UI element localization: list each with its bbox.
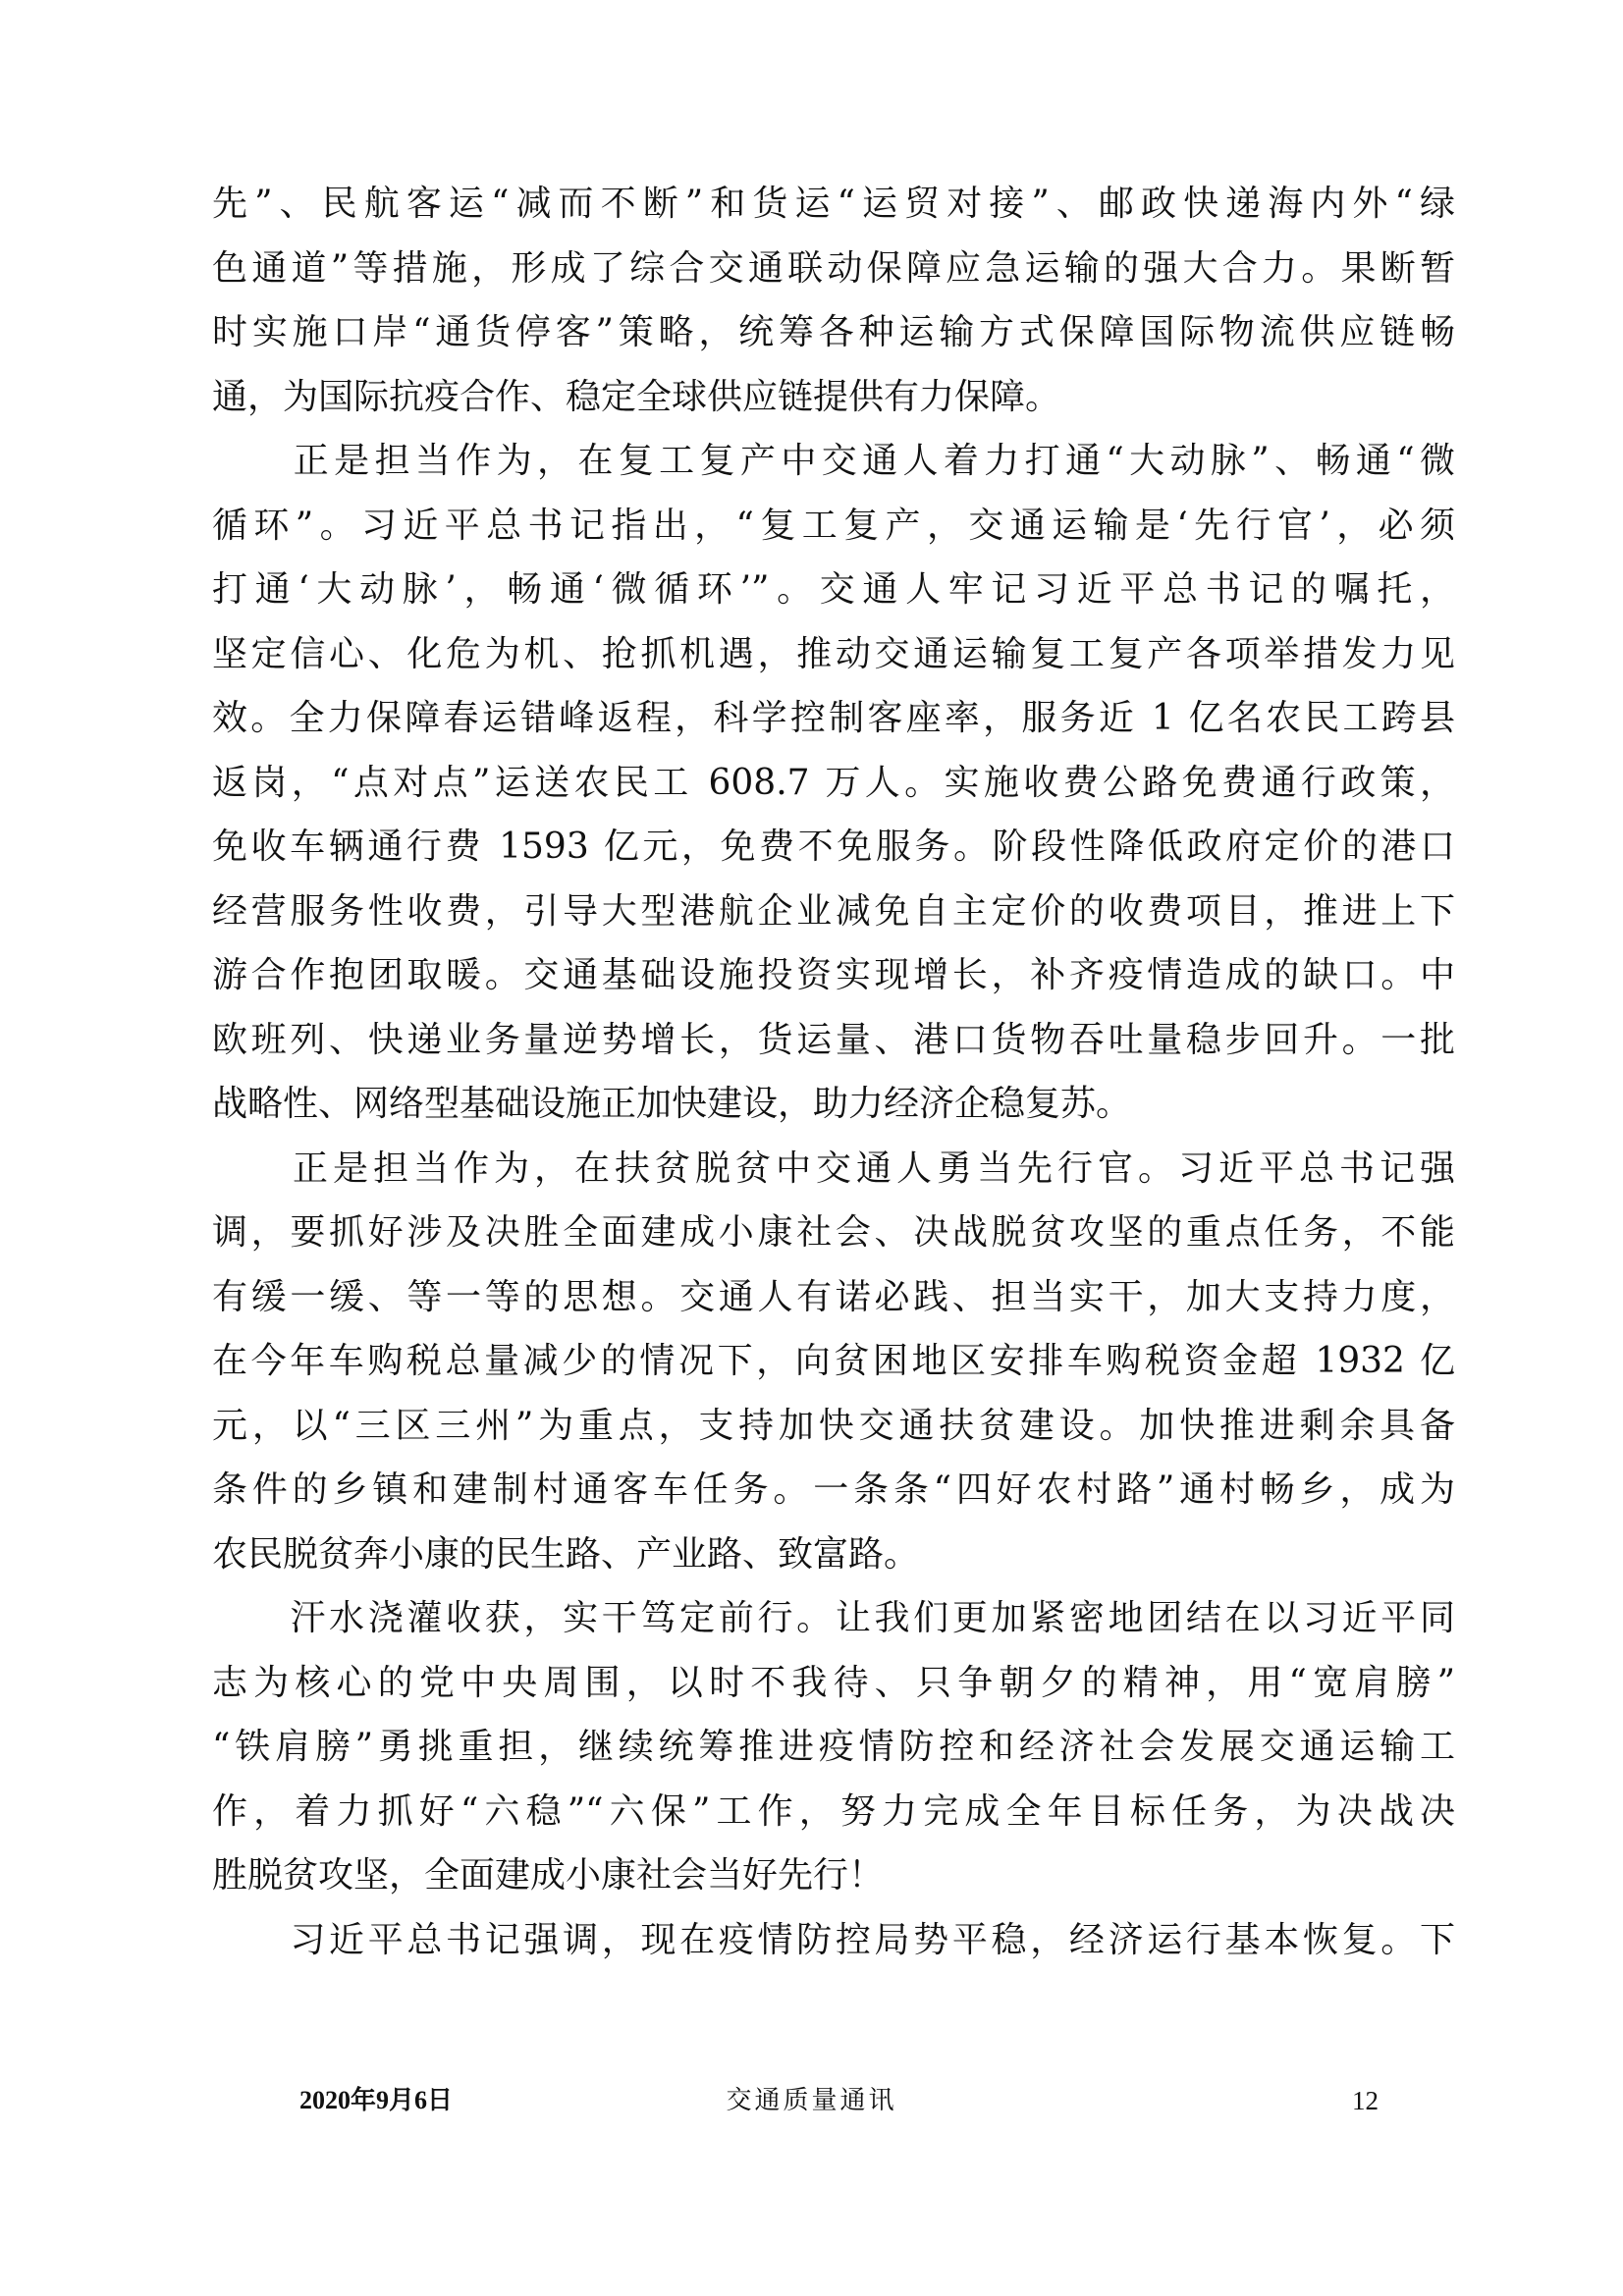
text-line: 正是担当作为，在扶贫脱贫中交通人勇当先行官。习近平总书记强 [212,1148,1455,1189]
text-line: 时实施口岸“通货停客”策略，统筹各种运输方式保障国际物流供应链畅 [212,312,1455,352]
text-line: 返岗，“点对点”运送农民工 608.7 万人。实施收费公路免费通行政策， [212,762,1455,803]
text-line: 农民脱贫奔小康的民生路、产业路、致富路。 [212,1533,920,1575]
page-footer [0,2081,1623,2120]
text-line: 免收车辆通行费 1593 亿元，免费不免服务。阶段性降低政府定价的港口 [212,827,1455,867]
text-line: 游合作抱团取暖。交通基础设施投资实现增长，补齐疫情造成的缺口。中 [212,955,1455,995]
text-line: 作，着力抓好“六稳”“六保”工作，努力完成全年目标任务，为决战决 [212,1790,1455,1832]
text-line: 汗水浇灌收获，实干笃定前行。让我们更加紧密地团结在以习近平同 [212,1598,1455,1638]
footer-publication-title: 交通质量通讯 [726,2086,897,2115]
text-line: 效。全力保障春运错峰返程，科学控制客座率，服务近 1 亿名农民工跨县 [212,698,1455,738]
text-line: 条件的乡镇和建制村通客车任务。一条条“四好农村路”通村畅乡，成为 [212,1469,1455,1510]
text-line: 调，要抓好涉及决胜全面建成小康社会、决战脱贫攻坚的重点任务，不能 [212,1212,1455,1253]
text-line: 元，以“三区三州”为重点，支持加快交通扶贫建设。加快推进剩余具备 [212,1405,1455,1446]
text-line: 正是担当作为，在复工复产中交通人着力打通“大动脉”、畅通“微 [212,441,1455,481]
text-line: 欧班列、快递业务量逆势增长，货运量、港口货物吞吐量稳步回升。一批 [212,1019,1455,1060]
text-line: 通，为国际抗疫合作、稳定全球供应链提供有力保障。 [212,376,1061,417]
text-line: 先”、民航客运“减而不断”和货运“运贸对接”、邮政快递海内外“绿 [212,184,1455,224]
body-text [212,172,1455,1972]
text-line: 打通‘大动脉’，畅通‘微循环’”。交通人牢记习近平总书记的嘱托， [212,569,1455,610]
text-line: 战略性、网络型基础设施正加快建设，助力经济企稳复苏。 [212,1084,1132,1124]
text-line: 习近平总书记强调，现在疫情防控局势平稳，经济运行基本恢复。下 [212,1919,1455,1960]
text-line: 在今年车购税总量减少的情况下，向贫困地区安排车购税资金超 1932 亿 [212,1341,1455,1381]
text-line: 循环”。习近平总书记指出，“复工复产，交通运输是‘先行官’，必须 [212,505,1455,546]
text-line: 志为核心的党中央周围，以时不我待、只争朝夕的精神，用“宽肩膀” [212,1662,1455,1703]
text-line: 有缓一缓、等一等的思想。交通人有诺必践、担当实干，加大支持力度， [212,1276,1455,1317]
text-line: 经营服务性收费，引导大型港航企业减免自主定价的收费项目，推进上下 [212,890,1455,932]
page-number: 12 [1352,2086,1379,2115]
text-line: “铁肩膀”勇挑重担，继续统筹推进疫情防控和经济社会发展交通运输工 [212,1727,1455,1767]
text-line: 色通道”等措施，形成了综合交通联动保障应急运输的强大合力。果断暂 [212,247,1455,289]
text-line: 胜脱贫攻坚，全面建成小康社会当好先行！ [212,1855,885,1896]
text-line: 坚定信心、化危为机、抢抓机遇，推动交通运输复工复产各项举措发力见 [212,633,1455,674]
footer-date: 2020年9月6日 [299,2086,454,2114]
